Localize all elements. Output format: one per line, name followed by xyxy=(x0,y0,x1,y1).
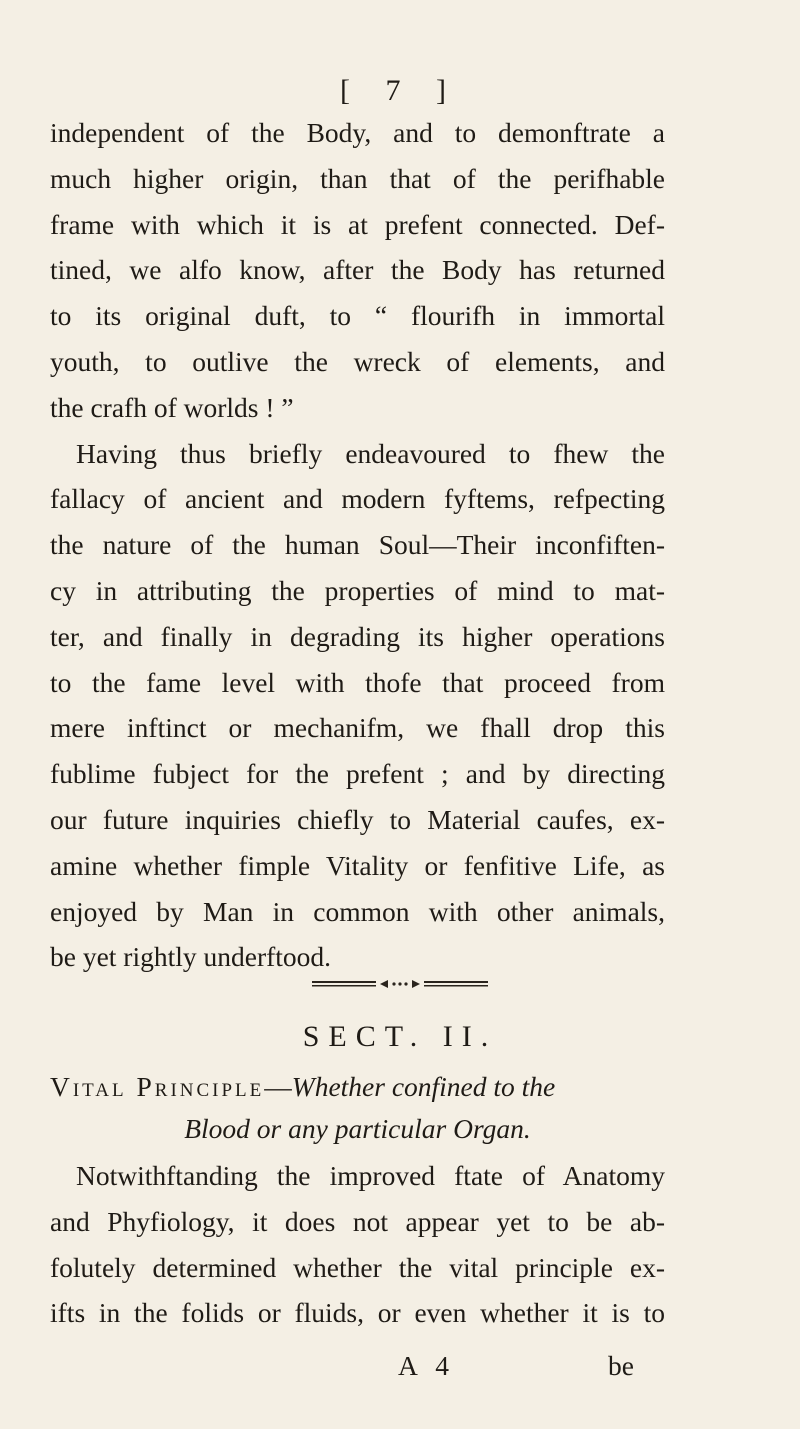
page-number: [ 7 ] xyxy=(340,74,460,107)
body-text-top xyxy=(50,110,665,980)
text-line: frame with which it is at prefent connected. Def- xyxy=(50,208,665,240)
text-line: youth, to outlive the wreck of elements, and xyxy=(50,345,665,377)
text-line: fublime fubject for the prefent ; and by directing xyxy=(50,758,665,790)
signature-mark: A 4 xyxy=(398,1350,455,1381)
page-footer xyxy=(0,1350,800,1390)
text-line: to its original duft, to “ flourifh in immortal xyxy=(50,300,665,332)
section-heading: SECT. II. xyxy=(302,1020,498,1053)
text-line: folutely determined whether the vital principle ex- xyxy=(50,1251,665,1283)
text-line: ifts in the folids or fluids, or even whether it is to xyxy=(50,1297,665,1329)
text-line: Notwithftanding the improved ftate of Anatomy xyxy=(76,1160,665,1191)
text-line: much higher origin, than that of the perifhable xyxy=(50,162,665,194)
text-line: enjoyed by Man in common with other animals, xyxy=(50,895,665,927)
body-text-bottom xyxy=(50,1153,665,1336)
subheading-italic: Whether confined to the xyxy=(291,1071,556,1102)
text-line: be yet rightly underftood. xyxy=(50,941,332,973)
text-line: tined, we alfo know, after the Body has returned xyxy=(50,254,665,286)
catchword: be xyxy=(608,1350,634,1381)
text-line: independent of the Body, and to demonftrate a xyxy=(50,117,665,148)
ornament-rule-icon xyxy=(310,978,490,990)
text-line: amine whether fimple Vitality or fenfitive Life, as xyxy=(50,849,665,881)
text-line: the nature of the human Soul—Their inconfiften- xyxy=(50,529,665,561)
text-line: Having thus briefly endeavoured to fhew the xyxy=(76,437,665,469)
subheading-line-1 xyxy=(50,1066,665,1108)
subheading-lead: Vital Principle xyxy=(50,1071,265,1102)
text-line: the crafh of worlds ! ” xyxy=(50,391,294,423)
text-line: and Phyfiology, it does not appear yet to be ab- xyxy=(50,1205,665,1237)
text-line: fallacy of ancient and modern fyftems, refpecting xyxy=(50,483,665,515)
text-line: mere inftinct or mechanifm, we fhall drop this xyxy=(50,712,665,744)
text-line: to the fame level with thofe that proceed from xyxy=(50,666,665,698)
text-line: cy in attributing the properties of mind to mat- xyxy=(50,574,665,606)
subheading-line-2: Blood or any particular Organ. xyxy=(184,1113,531,1144)
section-subheading xyxy=(50,1066,665,1150)
section-ornament xyxy=(0,977,800,995)
text-line: our future inquiries chiefly to Material caufes, ex- xyxy=(50,803,665,835)
subheading-dash: — xyxy=(264,1071,292,1102)
text-line: ter, and finally in degrading its higher operations xyxy=(50,620,665,652)
